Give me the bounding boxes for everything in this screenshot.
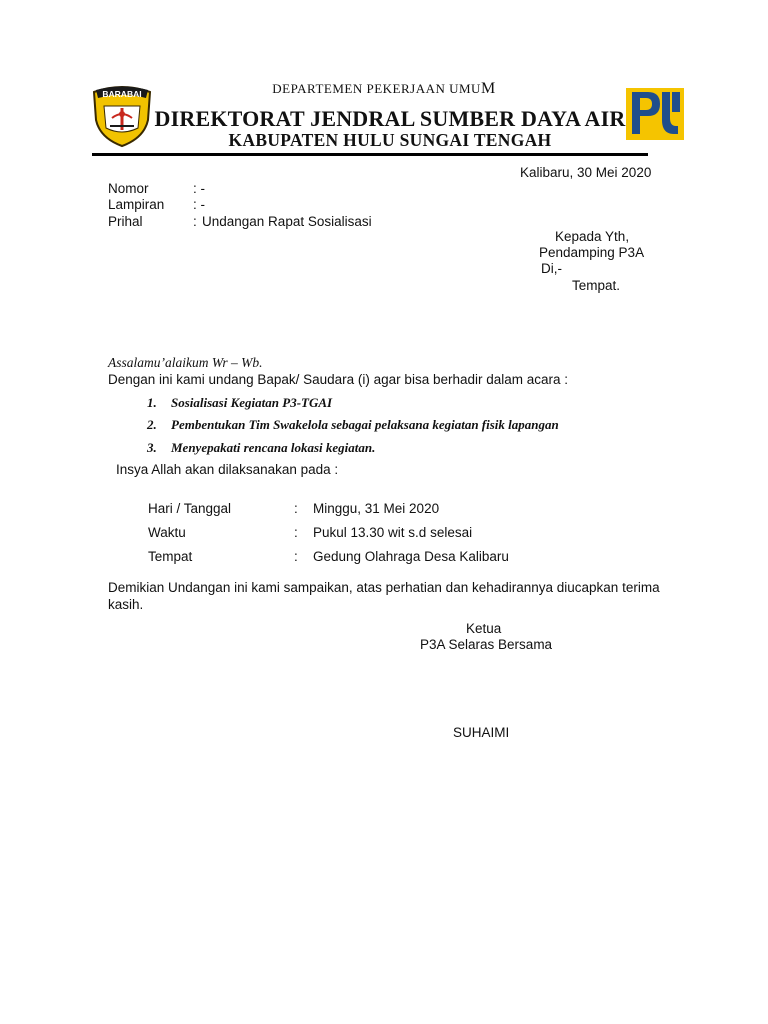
schedule-sep-place: :	[294, 549, 298, 564]
recipient-line-1: Kepada Yth,	[555, 229, 630, 244]
schedule-value-date: Minggu, 31 Mei 2020	[313, 501, 440, 516]
agenda-item-2: Pembentukan Tim Swakelola sebagai pelaksana kegiatan fisik lapangan	[171, 417, 559, 432]
agenda-num-3: 3.	[147, 440, 157, 455]
department-text-end: M	[480, 80, 496, 97]
schedule-value-time: Pukul 13.30 wit s.d selesai	[313, 525, 473, 540]
logo-text: BARABAI	[102, 89, 142, 99]
meta-label-nomor: Nomor	[108, 181, 149, 196]
agenda-num-2: 2.	[147, 417, 157, 432]
intro-text: Dengan ini kami undang Bapak/ Saudara (i) agar bisa berhadir dalam acara :	[108, 372, 569, 387]
signature-org: P3A Selaras Bersama	[420, 637, 553, 652]
letter-date: Kalibaru, 30 Mei 2020	[520, 165, 652, 180]
schedule-intro: Insya Allah akan dilaksanakan pada :	[116, 462, 339, 477]
meta-label-lampiran: Lampiran	[108, 197, 165, 212]
regency-title: KABUPATEN HULU SUNGAI TENGAH	[228, 130, 552, 150]
directorate-title: DIREKTORAT JENDRAL SUMBER DAYA AIR	[154, 106, 626, 131]
signature-name: SUHAIMI	[453, 725, 510, 740]
signature-title: Ketua	[466, 621, 502, 636]
meta-value-prihal: Undangan Rapat Sosialisasi	[202, 214, 372, 229]
schedule-sep-time: :	[294, 525, 298, 540]
closing-line-2: kasih.	[108, 597, 144, 612]
recipient-line-4: Tempat.	[572, 278, 621, 293]
greeting: Assalamu’alaikum Wr – Wb.	[108, 355, 263, 370]
meta-sep-prihal: :	[193, 214, 197, 229]
recipient-line-2: Pendamping P3A	[539, 245, 645, 260]
schedule-label-date: Hari / Tanggal	[148, 501, 232, 516]
agenda-item-1: Sosialisasi Kegiatan P3-TGAI	[171, 395, 333, 410]
meta-label-prihal: Prihal	[108, 214, 143, 229]
header-divider	[92, 153, 648, 156]
meta-sep-lampiran: : -	[193, 197, 205, 212]
agenda-num-1: 1.	[147, 395, 157, 410]
recipient-line-3: Di,-	[541, 261, 562, 276]
department-text: DEPARTEMEN PEKERJAAN UMU	[272, 81, 481, 96]
schedule-sep-date: :	[294, 501, 298, 516]
department-title	[0, 80, 768, 98]
agenda-item-3: Menyepakati rencana lokasi kegiatan.	[171, 440, 376, 455]
schedule-label-place: Tempat	[148, 549, 193, 564]
schedule-value-place: Gedung Olahraga Desa Kalibaru	[313, 549, 509, 564]
meta-sep-nomor: : -	[193, 181, 205, 196]
schedule-label-time: Waktu	[148, 525, 186, 540]
closing-line-1: Demikian Undangan ini kami sampaikan, atas perhatian dan kehadirannya diucapkan terima	[108, 580, 660, 595]
